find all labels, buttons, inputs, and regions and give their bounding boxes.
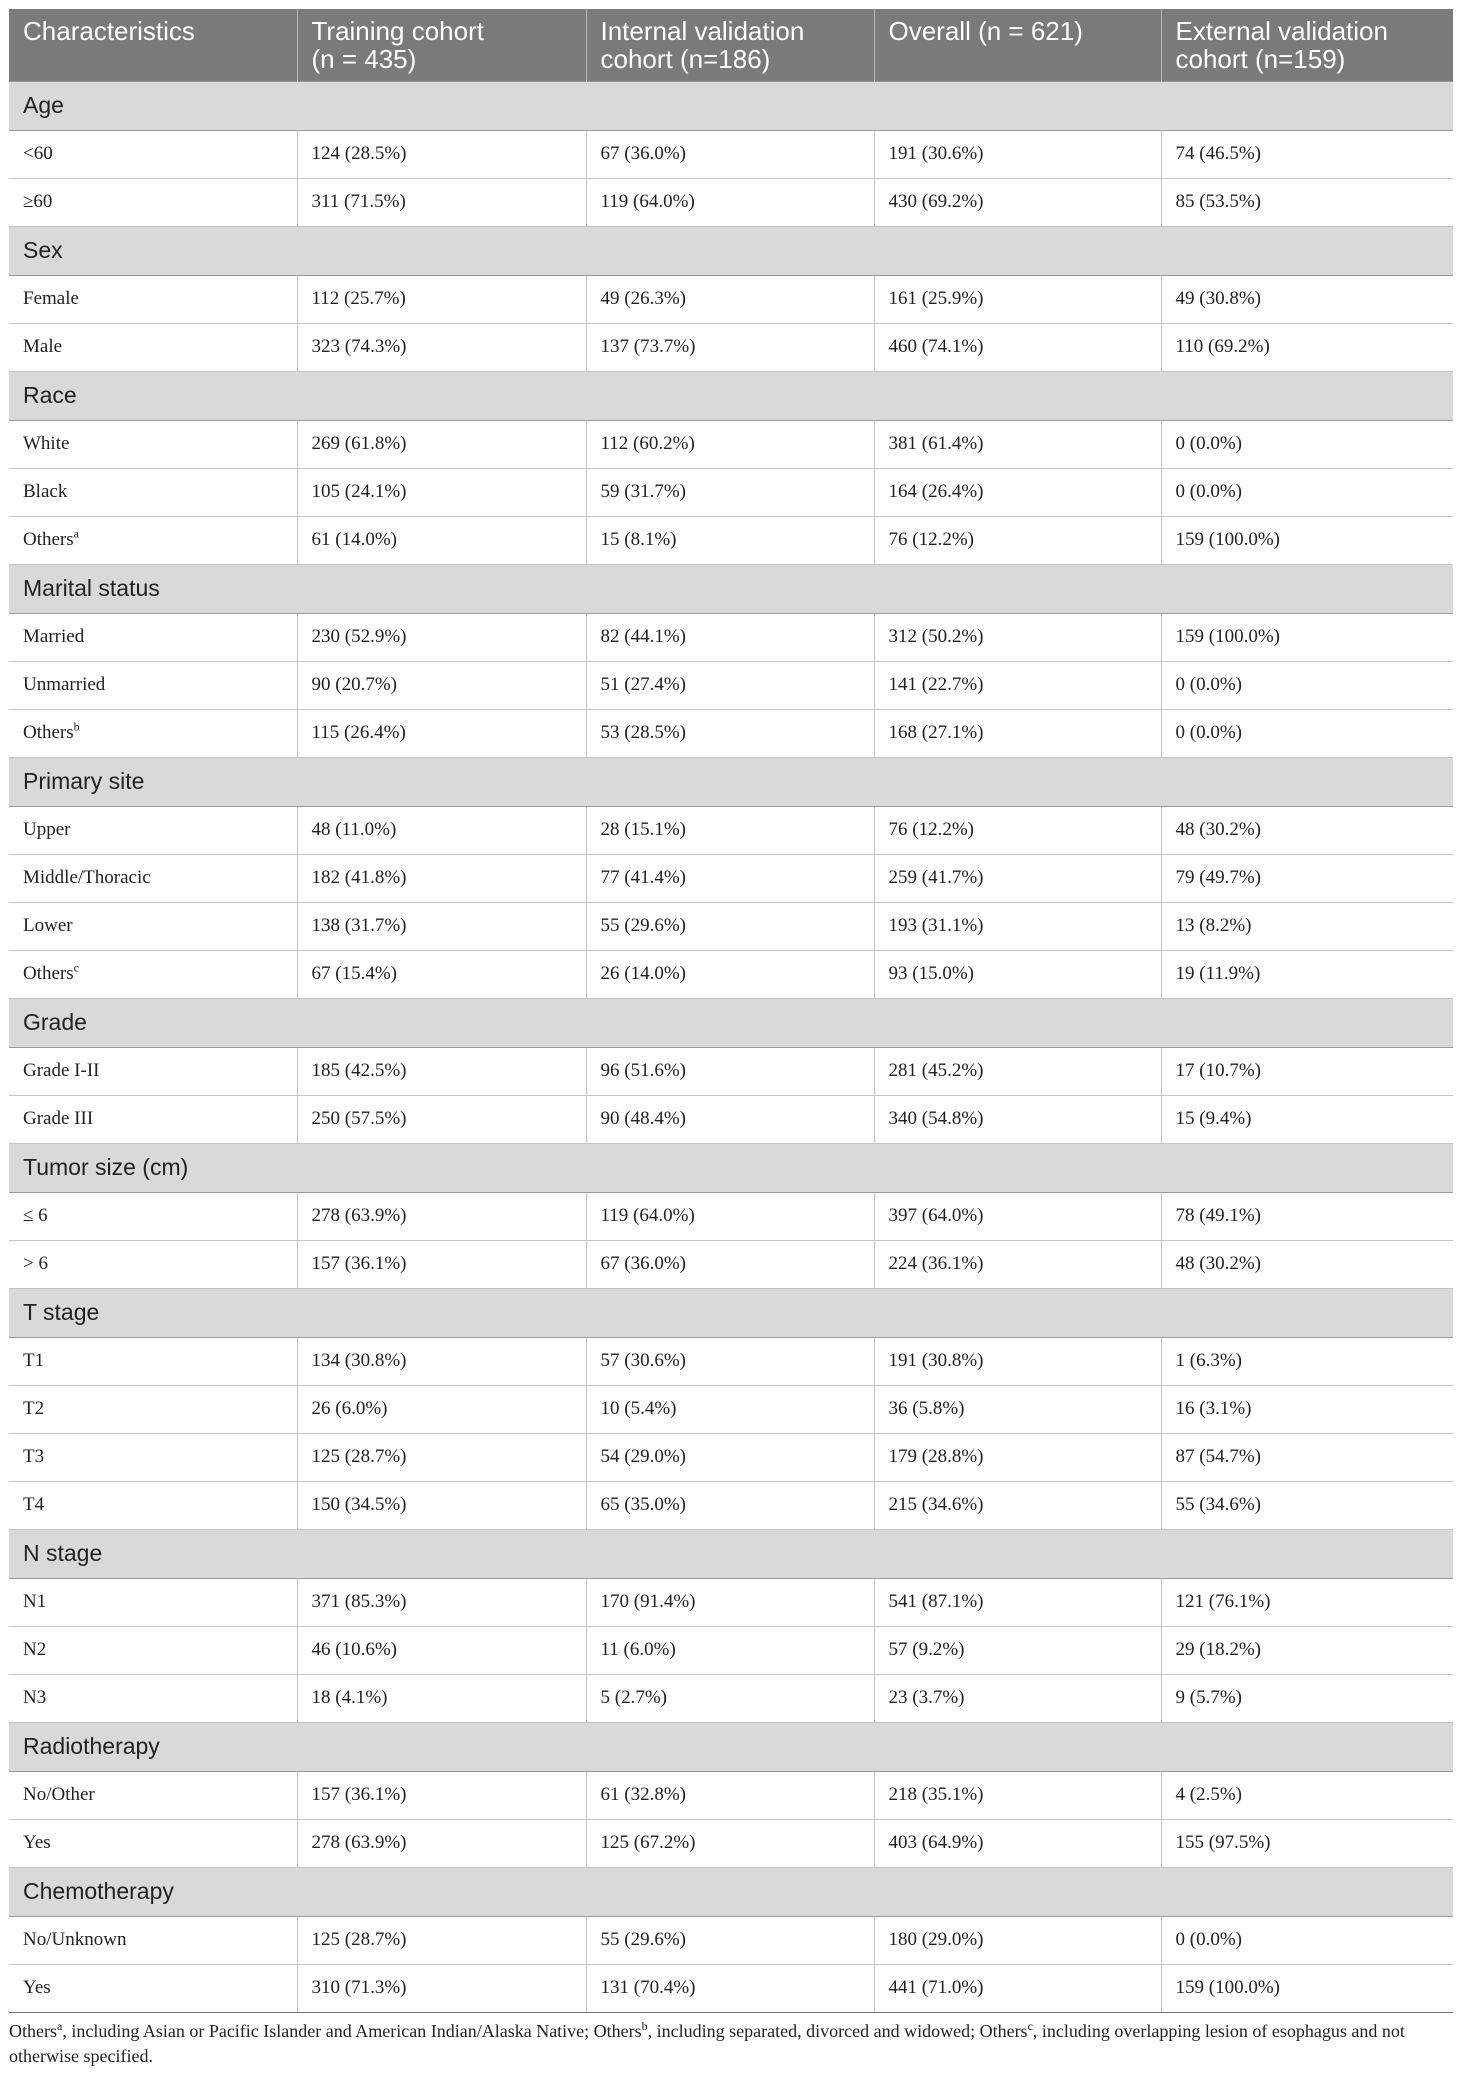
table-cell: 46 (10.6%) — [297, 1626, 586, 1674]
row-label-text: Upper — [23, 819, 71, 840]
row-label — [9, 1095, 297, 1143]
table-cell: 137 (73.7%) — [586, 323, 874, 371]
table-cell: 9 (5.7%) — [1161, 1674, 1453, 1722]
table-row — [9, 1771, 1453, 1819]
row-label-text: White — [23, 433, 70, 454]
table-row — [9, 709, 1453, 757]
table-cell: 125 (28.7%) — [297, 1433, 586, 1481]
table-cell: 49 (30.8%) — [1161, 275, 1453, 323]
table-row — [9, 178, 1453, 226]
table-cell: 115 (26.4%) — [297, 709, 586, 757]
table-cell: 110 (69.2%) — [1161, 323, 1453, 371]
table-cell: 460 (74.1%) — [874, 323, 1161, 371]
table-cell: 157 (36.1%) — [297, 1771, 586, 1819]
section-title: Marital status — [9, 564, 1453, 613]
row-label-text: T2 — [23, 1398, 45, 1419]
row-label-text: N2 — [23, 1639, 47, 1660]
table-cell: 311 (71.5%) — [297, 178, 586, 226]
table-cell: 78 (49.1%) — [1161, 1192, 1453, 1240]
footnote-marker: b — [73, 719, 80, 734]
row-label-text: T1 — [23, 1350, 45, 1371]
table-cell: 0 (0.0%) — [1161, 420, 1453, 468]
table-cell: 17 (10.7%) — [1161, 1047, 1453, 1095]
table-row — [9, 516, 1453, 564]
table-cell: 191 (30.8%) — [874, 1337, 1161, 1385]
row-label — [9, 1385, 297, 1433]
table-cell: 74 (46.5%) — [1161, 130, 1453, 178]
table-cell: 157 (36.1%) — [297, 1240, 586, 1288]
section-title: Tumor size (cm) — [9, 1143, 1453, 1192]
table-cell: 397 (64.0%) — [874, 1192, 1161, 1240]
table-cell: 55 (29.6%) — [586, 902, 874, 950]
table-row — [9, 1240, 1453, 1288]
table-cell: 48 (30.2%) — [1161, 1240, 1453, 1288]
section-header-row — [9, 81, 1453, 130]
table-cell: 87 (54.7%) — [1161, 1433, 1453, 1481]
table-cell: 125 (67.2%) — [586, 1819, 874, 1867]
table-row — [9, 1095, 1453, 1143]
table-cell: 54 (29.0%) — [586, 1433, 874, 1481]
table-cell: 1 (6.3%) — [1161, 1337, 1453, 1385]
table-cell: 18 (4.1%) — [297, 1674, 586, 1722]
table-cell: 124 (28.5%) — [297, 130, 586, 178]
table-cell: 155 (97.5%) — [1161, 1819, 1453, 1867]
header-characteristics: Characteristics — [9, 9, 297, 81]
footnote-marker: a — [73, 526, 79, 541]
table-cell: 0 (0.0%) — [1161, 661, 1453, 709]
section-title: Radiotherapy — [9, 1722, 1453, 1771]
table-cell: 138 (31.7%) — [297, 902, 586, 950]
table-row — [9, 1578, 1453, 1626]
table-cell: 278 (63.9%) — [297, 1192, 586, 1240]
table-row — [9, 1964, 1453, 2012]
table-cell: 48 (30.2%) — [1161, 806, 1453, 854]
section-header-row — [9, 1722, 1453, 1771]
table-row — [9, 1819, 1453, 1867]
table-cell: 159 (100.0%) — [1161, 1964, 1453, 2012]
table-row — [9, 950, 1453, 998]
section-title: Grade — [9, 998, 1453, 1047]
table-cell: 67 (15.4%) — [297, 950, 586, 998]
row-label — [9, 275, 297, 323]
table-cell: 281 (45.2%) — [874, 1047, 1161, 1095]
table-cell: 131 (70.4%) — [586, 1964, 874, 2012]
table-cell: 15 (8.1%) — [586, 516, 874, 564]
section-title: T stage — [9, 1288, 1453, 1337]
table-body — [9, 81, 1453, 2012]
table-cell: 381 (61.4%) — [874, 420, 1161, 468]
section-header-row — [9, 1867, 1453, 1916]
row-label — [9, 1674, 297, 1722]
table-cell: 191 (30.6%) — [874, 130, 1161, 178]
table-cell: 51 (27.4%) — [586, 661, 874, 709]
row-label-text: Middle/Thoracic — [23, 867, 151, 888]
table-cell: 430 (69.2%) — [874, 178, 1161, 226]
table-row — [9, 323, 1453, 371]
section-header-row — [9, 226, 1453, 275]
table-cell: 96 (51.6%) — [586, 1047, 874, 1095]
table-footnote — [9, 2019, 1453, 2069]
table-row — [9, 1192, 1453, 1240]
row-label-text: Yes — [23, 1977, 51, 1998]
row-label-text: Yes — [23, 1832, 51, 1853]
table-cell: 182 (41.8%) — [297, 854, 586, 902]
table-row — [9, 1385, 1453, 1433]
section-title: Race — [9, 371, 1453, 420]
row-label-text: Male — [23, 336, 63, 357]
table-cell: 161 (25.9%) — [874, 275, 1161, 323]
row-label — [9, 661, 297, 709]
row-label-text: Grade III — [23, 1108, 94, 1129]
table-cell: 13 (8.2%) — [1161, 902, 1453, 950]
footnote-text: , including overlapping lesion of esophagus and not otherwise specified. — [9, 2020, 1405, 2066]
table-cell: 59 (31.7%) — [586, 468, 874, 516]
table-cell: 121 (76.1%) — [1161, 1578, 1453, 1626]
table-cell: 541 (87.1%) — [874, 1578, 1161, 1626]
section-title: N stage — [9, 1529, 1453, 1578]
row-label — [9, 516, 297, 564]
row-label — [9, 1047, 297, 1095]
table-cell: 105 (24.1%) — [297, 468, 586, 516]
table-cell: 218 (35.1%) — [874, 1771, 1161, 1819]
table-cell: 185 (42.5%) — [297, 1047, 586, 1095]
table-row — [9, 1337, 1453, 1385]
table-row — [9, 130, 1453, 178]
table-cell: 164 (26.4%) — [874, 468, 1161, 516]
row-label — [9, 1481, 297, 1529]
row-label-text: Unmarried — [23, 674, 106, 695]
table-cell: 76 (12.2%) — [874, 806, 1161, 854]
row-label-text: Female — [23, 288, 79, 309]
table-cell: 441 (71.0%) — [874, 1964, 1161, 2012]
row-label — [9, 902, 297, 950]
row-label — [9, 613, 297, 661]
row-label-text: <60 — [23, 143, 53, 164]
table-cell: 90 (20.7%) — [297, 661, 586, 709]
table-cell: 119 (64.0%) — [586, 178, 874, 226]
footnote-marker: c — [1027, 2018, 1033, 2033]
table-cell: 250 (57.5%) — [297, 1095, 586, 1143]
table-cell: 340 (54.8%) — [874, 1095, 1161, 1143]
table-row — [9, 1047, 1453, 1095]
table-cell: 65 (35.0%) — [586, 1481, 874, 1529]
section-title: Sex — [9, 226, 1453, 275]
table-cell: 61 (32.8%) — [586, 1771, 874, 1819]
table-cell: 48 (11.0%) — [297, 806, 586, 854]
table-cell: 23 (3.7%) — [874, 1674, 1161, 1722]
row-label-text: ≤ 6 — [23, 1205, 48, 1226]
section-header-row — [9, 371, 1453, 420]
footnote-marker: a — [57, 2018, 63, 2033]
table-cell: 150 (34.5%) — [297, 1481, 586, 1529]
table-row — [9, 902, 1453, 950]
table-cell: 259 (41.7%) — [874, 854, 1161, 902]
table-row — [9, 468, 1453, 516]
table-cell: 310 (71.3%) — [297, 1964, 586, 2012]
table-cell: 179 (28.8%) — [874, 1433, 1161, 1481]
table-cell: 193 (31.1%) — [874, 902, 1161, 950]
header-external-validation-cohort: External validation cohort (n=159) — [1161, 9, 1453, 81]
row-label-text: ≥60 — [23, 191, 53, 212]
table-cell: 55 (34.6%) — [1161, 1481, 1453, 1529]
row-label — [9, 130, 297, 178]
row-label-text: No/Unknown — [23, 1929, 127, 1950]
row-label — [9, 323, 297, 371]
table-cell: 180 (29.0%) — [874, 1916, 1161, 1964]
table-cell: 403 (64.9%) — [874, 1819, 1161, 1867]
table-cell: 112 (25.7%) — [297, 275, 586, 323]
row-label-text: Others — [23, 722, 74, 743]
table-cell: 11 (6.0%) — [586, 1626, 874, 1674]
row-label-text: Others — [23, 963, 74, 984]
row-label — [9, 420, 297, 468]
row-label-text: Grade I-II — [23, 1060, 100, 1081]
table-cell: 57 (9.2%) — [874, 1626, 1161, 1674]
table-cell: 77 (41.4%) — [586, 854, 874, 902]
table-row — [9, 1433, 1453, 1481]
table-cell: 67 (36.0%) — [586, 130, 874, 178]
row-label — [9, 854, 297, 902]
header-overall: Overall (n = 621) — [874, 9, 1161, 81]
characteristics-table-container — [9, 9, 1453, 2069]
row-label — [9, 178, 297, 226]
table-cell: 134 (30.8%) — [297, 1337, 586, 1385]
row-label — [9, 1964, 297, 2012]
row-label-text: No/Other — [23, 1784, 95, 1805]
table-cell: 159 (100.0%) — [1161, 516, 1453, 564]
table-cell: 125 (28.7%) — [297, 1916, 586, 1964]
header-internal-validation-cohort: Internal validation cohort (n=186) — [586, 9, 874, 81]
section-header-row — [9, 1529, 1453, 1578]
section-header-row — [9, 1143, 1453, 1192]
row-label-text: > 6 — [23, 1253, 48, 1274]
section-title: Age — [9, 81, 1453, 130]
footnote-marker: b — [641, 2018, 648, 2033]
table-cell: 28 (15.1%) — [586, 806, 874, 854]
table-row — [9, 275, 1453, 323]
table-cell: 168 (27.1%) — [874, 709, 1161, 757]
table-row — [9, 1916, 1453, 1964]
table-cell: 26 (6.0%) — [297, 1385, 586, 1433]
table-cell: 19 (11.9%) — [1161, 950, 1453, 998]
row-label — [9, 468, 297, 516]
footnote-text: , including Asian or Pacific Islander and American Indian/Alaska Native; — [62, 2020, 594, 2041]
table-cell: 215 (34.6%) — [874, 1481, 1161, 1529]
table-cell: 55 (29.6%) — [586, 1916, 874, 1964]
row-label-text: Lower — [23, 915, 73, 936]
table-cell: 323 (74.3%) — [297, 323, 586, 371]
table-cell: 224 (36.1%) — [874, 1240, 1161, 1288]
table-cell: 29 (18.2%) — [1161, 1626, 1453, 1674]
section-header-row — [9, 1288, 1453, 1337]
table-header — [9, 9, 1453, 81]
row-label-text: Others — [23, 529, 74, 550]
table-cell: 4 (2.5%) — [1161, 1771, 1453, 1819]
table-row — [9, 1626, 1453, 1674]
row-label-text: T3 — [23, 1446, 45, 1467]
table-cell: 61 (14.0%) — [297, 516, 586, 564]
table-cell: 0 (0.0%) — [1161, 1916, 1453, 1964]
table-cell: 93 (15.0%) — [874, 950, 1161, 998]
table-row — [9, 661, 1453, 709]
table-cell: 53 (28.5%) — [586, 709, 874, 757]
row-label-text: Married — [23, 626, 85, 647]
section-header-row — [9, 564, 1453, 613]
row-label — [9, 1433, 297, 1481]
row-label — [9, 1192, 297, 1240]
table-cell: 16 (3.1%) — [1161, 1385, 1453, 1433]
table-row — [9, 1481, 1453, 1529]
footnote-term: Others — [593, 2020, 642, 2041]
header-training-cohort: Training cohort (n = 435) — [297, 9, 586, 81]
row-label-text: N3 — [23, 1687, 47, 1708]
table-cell: 76 (12.2%) — [874, 516, 1161, 564]
table-cell: 230 (52.9%) — [297, 613, 586, 661]
table-cell: 67 (36.0%) — [586, 1240, 874, 1288]
row-label — [9, 1578, 297, 1626]
section-title: Primary site — [9, 757, 1453, 806]
table-cell: 85 (53.5%) — [1161, 178, 1453, 226]
section-title: Chemotherapy — [9, 1867, 1453, 1916]
table-cell: 269 (61.8%) — [297, 420, 586, 468]
table-row — [9, 613, 1453, 661]
table-cell: 0 (0.0%) — [1161, 709, 1453, 757]
table-cell: 170 (91.4%) — [586, 1578, 874, 1626]
characteristics-table — [9, 9, 1453, 2013]
table-row — [9, 420, 1453, 468]
row-label — [9, 1819, 297, 1867]
row-label — [9, 1916, 297, 1964]
row-label — [9, 1337, 297, 1385]
footnote-marker: c — [73, 960, 79, 975]
row-label-text: T4 — [23, 1494, 45, 1515]
table-cell: 0 (0.0%) — [1161, 468, 1453, 516]
table-cell: 371 (85.3%) — [297, 1578, 586, 1626]
table-cell: 90 (48.4%) — [586, 1095, 874, 1143]
footnote-text: , including separated, divorced and widowed; — [647, 2020, 980, 2041]
table-row — [9, 806, 1453, 854]
footnote-term: Others — [979, 2020, 1028, 2041]
table-cell: 79 (49.7%) — [1161, 854, 1453, 902]
table-cell: 26 (14.0%) — [586, 950, 874, 998]
row-label — [9, 709, 297, 757]
table-cell: 141 (22.7%) — [874, 661, 1161, 709]
table-cell: 57 (30.6%) — [586, 1337, 874, 1385]
table-cell: 312 (50.2%) — [874, 613, 1161, 661]
table-cell: 5 (2.7%) — [586, 1674, 874, 1722]
row-label-text: Black — [23, 481, 68, 502]
table-cell: 82 (44.1%) — [586, 613, 874, 661]
table-cell: 278 (63.9%) — [297, 1819, 586, 1867]
row-label — [9, 1240, 297, 1288]
table-cell: 49 (26.3%) — [586, 275, 874, 323]
row-label — [9, 950, 297, 998]
row-label — [9, 1771, 297, 1819]
table-cell: 36 (5.8%) — [874, 1385, 1161, 1433]
table-cell: 10 (5.4%) — [586, 1385, 874, 1433]
table-cell: 112 (60.2%) — [586, 420, 874, 468]
header-row — [9, 9, 1453, 81]
row-label — [9, 1626, 297, 1674]
footnote-term: Others — [9, 2020, 57, 2041]
row-label-text: N1 — [23, 1591, 47, 1612]
section-header-row — [9, 757, 1453, 806]
section-header-row — [9, 998, 1453, 1047]
table-row — [9, 854, 1453, 902]
table-cell: 15 (9.4%) — [1161, 1095, 1453, 1143]
row-label — [9, 806, 297, 854]
table-cell: 159 (100.0%) — [1161, 613, 1453, 661]
table-cell: 119 (64.0%) — [586, 1192, 874, 1240]
table-row — [9, 1674, 1453, 1722]
